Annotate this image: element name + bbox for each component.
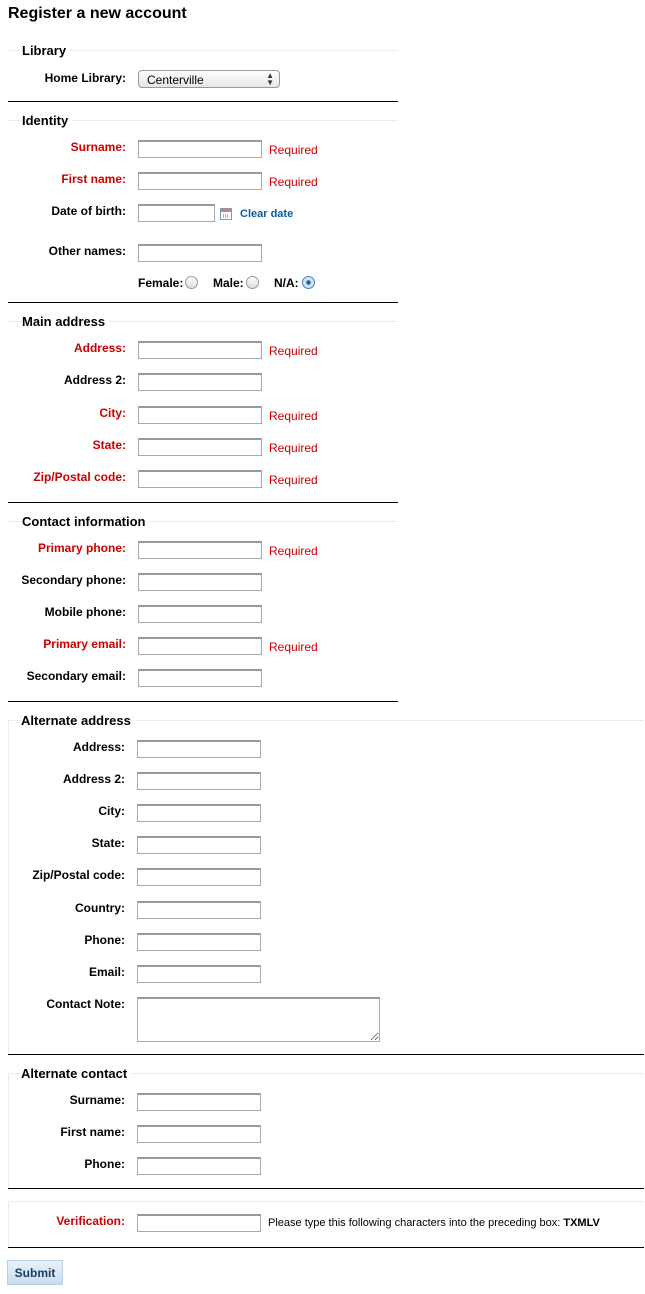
state-input[interactable]	[138, 438, 262, 456]
primary-email-input[interactable]	[138, 637, 262, 655]
alt-city-input[interactable]	[137, 804, 261, 822]
home-library-value: Centerville	[147, 73, 204, 87]
mobile-phone-label: Mobile phone:	[44, 605, 126, 619]
calendar-icon[interactable]	[220, 208, 232, 220]
firstname-required: Required	[269, 175, 318, 189]
female-label: Female:	[138, 276, 184, 290]
verification-input[interactable]	[137, 1214, 261, 1232]
alt-contact-phone-input[interactable]	[137, 1157, 261, 1175]
alt-contact-legend: Alternate contact	[21, 1066, 131, 1081]
na-radio[interactable]	[302, 276, 315, 289]
alt-zip-input[interactable]	[137, 868, 261, 886]
address-input[interactable]	[138, 341, 262, 359]
verification-instruction-text: Please type this following characters into the preceding box:	[268, 1217, 561, 1229]
dob-label: Date of birth:	[51, 204, 126, 218]
alt-state-label: State:	[91, 836, 125, 850]
secondary-phone-label: Secondary phone:	[21, 573, 126, 587]
primary-phone-required: Required	[269, 544, 318, 558]
alt-contact-surname-label: Surname:	[69, 1093, 125, 1107]
contact-legend: Contact information	[22, 514, 150, 529]
firstname-input[interactable]	[138, 172, 262, 190]
alt-address2-label: Address 2:	[62, 772, 125, 786]
verification-instruction	[268, 1217, 600, 1229]
firstname-label: First name:	[61, 172, 126, 186]
clear-date-link[interactable]: Clear date	[240, 208, 294, 220]
alt-address-label: Address:	[72, 740, 125, 754]
alt-contact-firstname-label: First name:	[60, 1125, 125, 1139]
alt-country-input[interactable]	[137, 901, 261, 919]
surname-label: Surname:	[70, 140, 126, 154]
zip-required: Required	[269, 473, 318, 487]
home-library-label: Home Library:	[44, 71, 126, 85]
alt-phone-label: Phone:	[84, 933, 125, 947]
na-label: N/A:	[274, 276, 299, 290]
mobile-phone-input[interactable]	[138, 605, 262, 623]
alt-state-input[interactable]	[137, 836, 261, 854]
primary-phone-input[interactable]	[138, 541, 262, 559]
address2-label: Address 2:	[63, 373, 126, 387]
alt-email-input[interactable]	[137, 965, 261, 983]
secondary-email-label: Secondary email:	[26, 669, 126, 683]
verification-code: TXMLV	[563, 1217, 600, 1229]
page-title: Register a new account	[8, 5, 187, 22]
library-legend: Library	[22, 43, 70, 58]
address-label: Address:	[73, 341, 126, 355]
contact-note-textarea[interactable]	[137, 997, 380, 1042]
alt-address-input[interactable]	[137, 740, 261, 758]
male-label: Male:	[213, 276, 244, 290]
verification-label: Verification:	[56, 1214, 125, 1228]
alt-email-label: Email:	[88, 965, 125, 979]
alt-contact-phone-label: Phone:	[84, 1157, 125, 1171]
alt-city-label: City:	[98, 804, 125, 818]
city-input[interactable]	[138, 406, 262, 424]
alt-zip-label: Zip/Postal code:	[32, 868, 125, 882]
state-label: State:	[92, 438, 126, 452]
alt-country-label: Country:	[75, 901, 125, 915]
othernames-input[interactable]	[138, 244, 262, 262]
identity-legend: Identity	[22, 113, 72, 128]
submit-button[interactable]: Submit	[7, 1260, 63, 1285]
primary-phone-label: Primary phone:	[37, 541, 126, 555]
address-required: Required	[269, 344, 318, 358]
contact-note-label: Contact Note:	[46, 997, 125, 1011]
alt-address-legend: Alternate address	[21, 713, 135, 728]
othernames-label: Other names:	[48, 244, 126, 258]
zip-label: Zip/Postal code:	[33, 470, 126, 484]
surname-required: Required	[269, 143, 318, 157]
male-radio[interactable]	[246, 276, 259, 289]
main-address-legend: Main address	[22, 314, 109, 329]
address2-input[interactable]	[138, 373, 262, 391]
alt-contact-surname-input[interactable]	[137, 1093, 261, 1111]
alt-address2-input[interactable]	[137, 772, 261, 790]
alt-phone-input[interactable]	[137, 933, 261, 951]
alt-contact-firstname-input[interactable]	[137, 1125, 261, 1143]
select-arrows-icon: ▲ ▼	[266, 71, 274, 87]
primary-email-label: Primary email:	[43, 637, 126, 651]
surname-input[interactable]	[138, 140, 262, 158]
city-required: Required	[269, 409, 318, 423]
secondary-email-input[interactable]	[138, 669, 262, 687]
secondary-phone-input[interactable]	[138, 573, 262, 591]
dob-input[interactable]	[138, 204, 215, 222]
primary-email-required: Required	[269, 640, 318, 654]
home-library-select[interactable]	[138, 70, 280, 88]
female-radio[interactable]	[185, 276, 198, 289]
state-required: Required	[269, 441, 318, 455]
city-label: City:	[99, 406, 126, 420]
zip-input[interactable]	[138, 470, 262, 488]
